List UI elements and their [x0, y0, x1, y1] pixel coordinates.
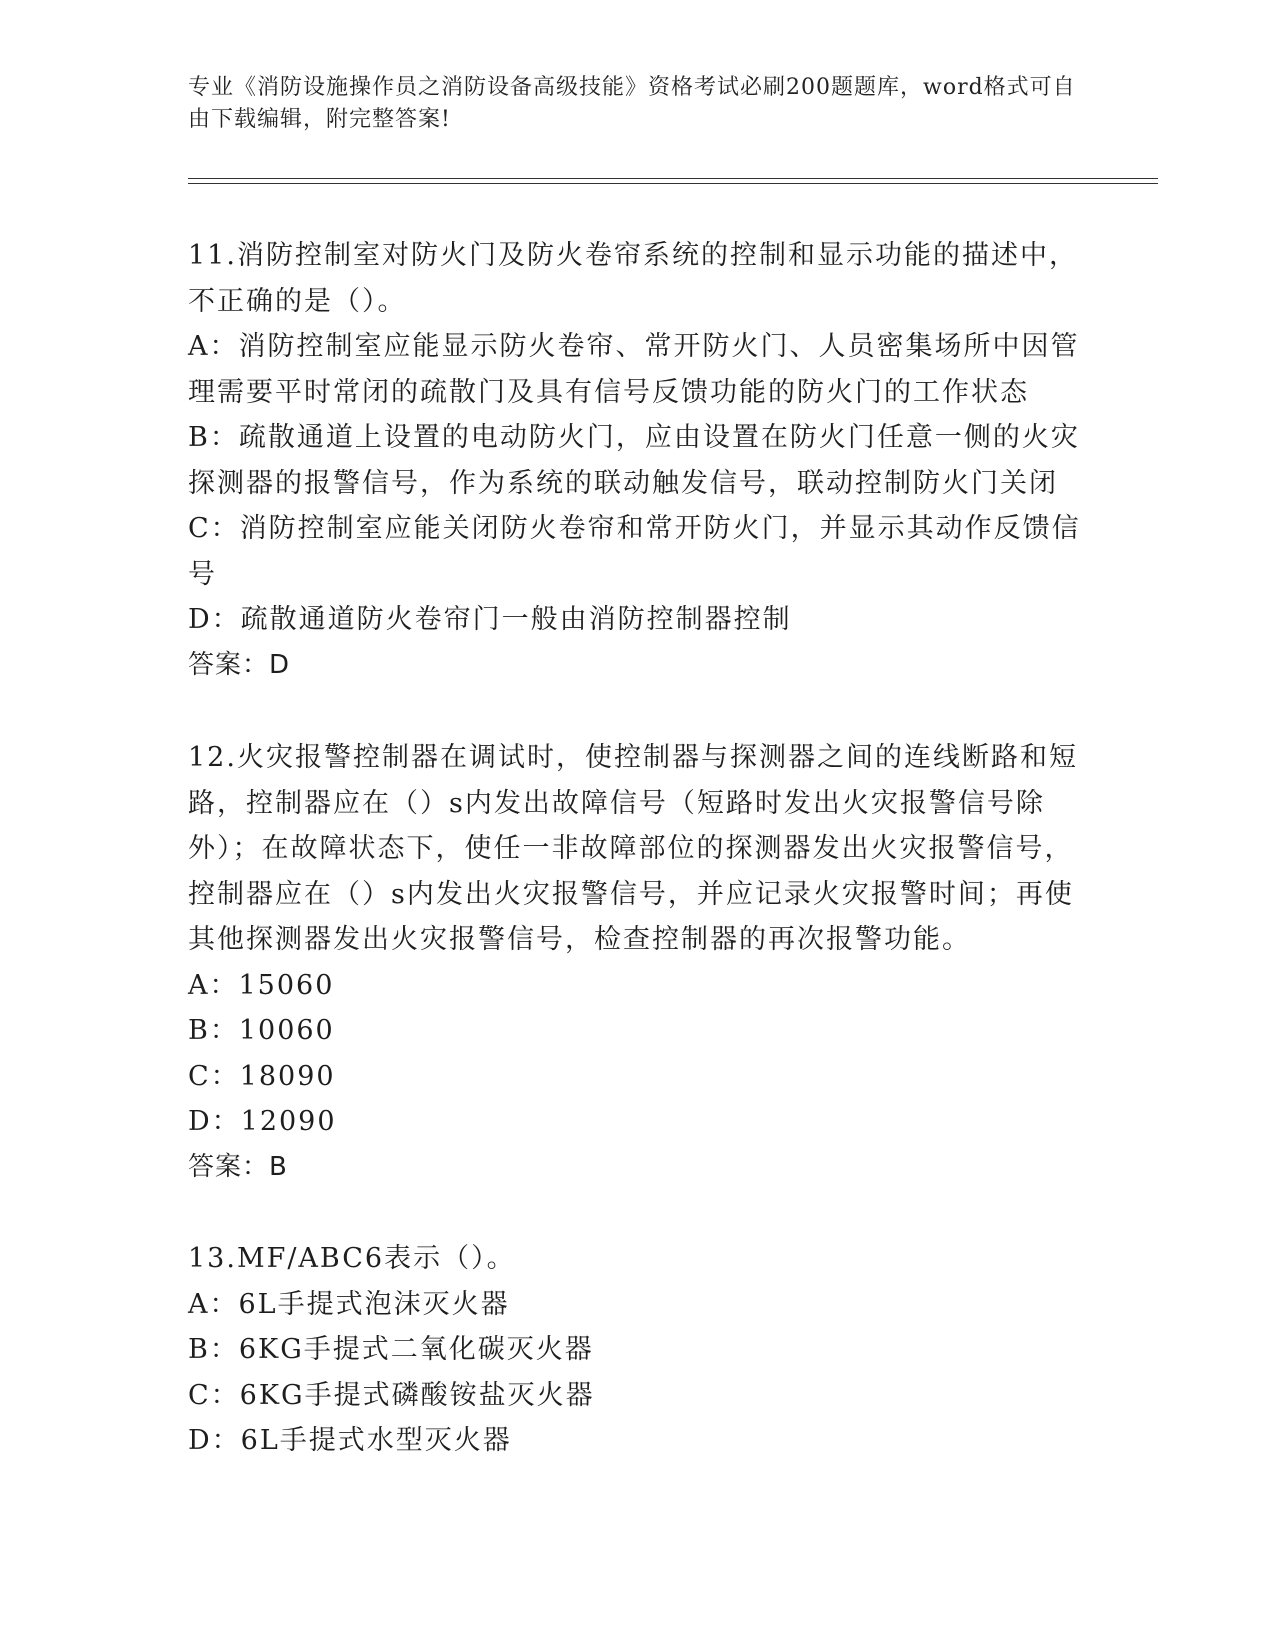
question-11: [188, 233, 1088, 688]
option-d: D：疏散通道防火卷帘门一般由消防控制器控制: [188, 604, 792, 635]
option-d: D：12090: [188, 1106, 337, 1137]
answer: 答案：B: [188, 1151, 288, 1182]
question-text: 12.火灾报警控制器在调试时，使控制器与探测器之间的连线断路和短路，控制器应在（）s内发出故障信号（短路时发出火灾报警信号除外）；在故障状态下，使任一非故障部位的探测器发出火灾报警信号，控制器应在（）s内发出火灾报警信号，并应记录火灾报警时间；再使其他探测器发出火灾报警信号，检查控制器的再次报警功能。: [188, 742, 1078, 955]
option-a: A：15060: [188, 969, 335, 1001]
header-divider: [188, 178, 1158, 179]
option-d: D：6L手提式水型灭火器: [188, 1425, 512, 1456]
question-13: [188, 1236, 1088, 1464]
header-divider-double: [188, 183, 1158, 184]
option-c: C：18090: [188, 1060, 336, 1092]
page-header: 专业《消防设施操作员之消防设备高级技能》资格考试必刷200题题库，word格式可自由下载编辑，附完整答案!: [188, 75, 1076, 132]
option-b: B：10060: [188, 1015, 335, 1046]
option-c: C：消防控制室应能关闭防火卷帘和常开防火门，并显示其动作反馈信号: [188, 513, 1081, 590]
question-text: 13.MF/ABC6表示（）。: [188, 1243, 516, 1274]
option-a: A：消防控制室应能显示防火卷帘、常开防火门、人员密集场所中因管理需要平时常闭的疏散门及具有信号反馈功能的防火门的工作状态: [188, 331, 1080, 408]
question-12: [188, 735, 1088, 1190]
option-b: B：6KG手提式二氧化碳灭火器: [188, 1334, 594, 1365]
option-b: B：疏散通道上设置的电动防火门，应由设置在防火门任意一侧的火灾探测器的报警信号，作为系统的联动触发信号，联动控制防火门关闭: [188, 422, 1080, 499]
question-text: 11.消防控制室对防火门及防火卷帘系统的控制和显示功能的描述中，不正确的是（）。: [188, 240, 1078, 317]
option-c: C：6KG手提式磷酸铵盐灭火器: [188, 1379, 595, 1411]
option-a: A：6L手提式泡沫灭火器: [188, 1288, 510, 1320]
answer: 答案：D: [188, 649, 291, 680]
